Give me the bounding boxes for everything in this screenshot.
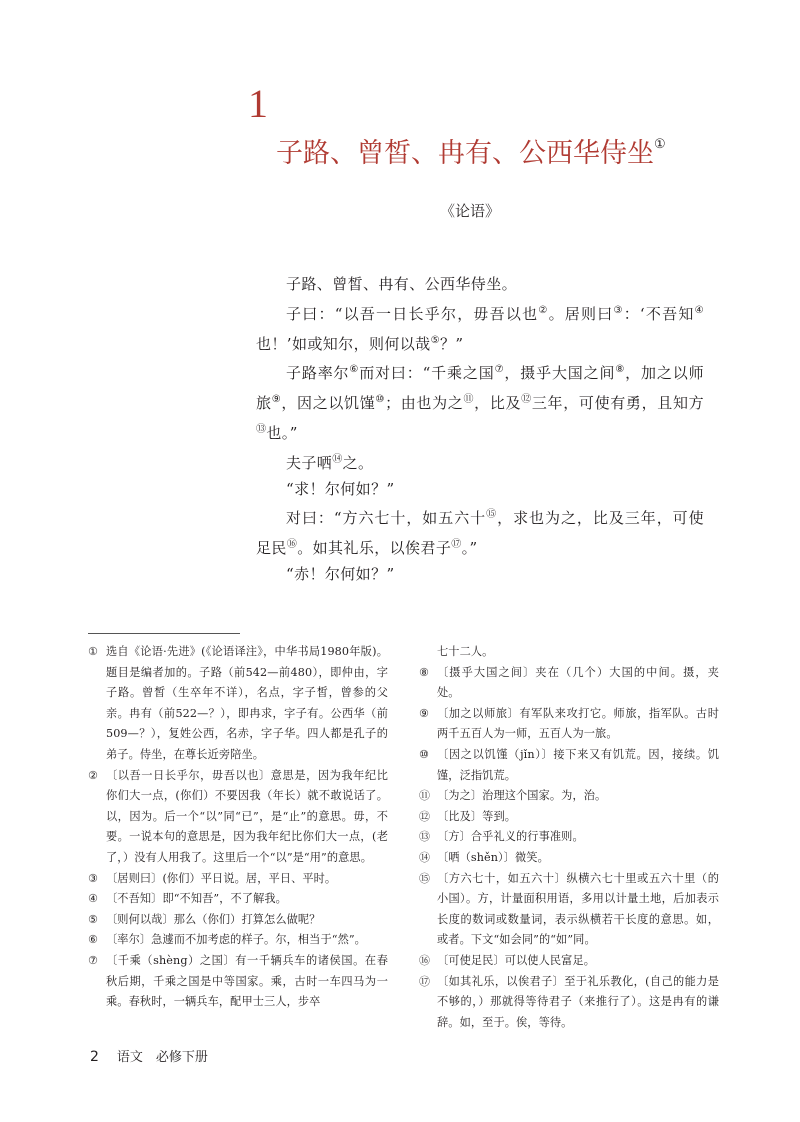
text-paragraph xyxy=(256,477,704,503)
text-segment: ；由也为之 xyxy=(385,394,464,413)
text-segment: 夫子哂 xyxy=(286,453,333,472)
footnote-number: ① xyxy=(88,645,98,658)
footnote-text: 〔加之以师旅〕有军队来攻打它。师旅，指军队。古时两千五百人为一师，五百人为一旅。 xyxy=(437,706,719,741)
footnote-mark: ⑰ xyxy=(451,539,462,551)
text-segment: ，比及 xyxy=(474,394,522,413)
text-segment: 也！’如或知尔，则何以哉 xyxy=(256,334,431,353)
footnote xyxy=(419,848,719,869)
footnote-text: 〔则何以哉〕那么（你们）打算怎么做呢？ xyxy=(106,912,321,926)
text-paragraph xyxy=(256,447,704,477)
text-paragraph xyxy=(256,357,704,446)
footnote xyxy=(419,786,719,807)
footnote-mark: ③ xyxy=(613,304,624,316)
footnote-number: ⑧ xyxy=(419,665,429,679)
footnote-continuation: 七十二人。 xyxy=(437,645,494,658)
footnote-number: ⑬ xyxy=(419,830,431,844)
footnote-number: ⑰ xyxy=(419,974,431,988)
footnote-mark: ② xyxy=(538,304,549,316)
footnote-text: 〔不吾知〕即“不知吾”，不了解我。 xyxy=(106,892,287,906)
footnote-mark: ⑪ xyxy=(463,394,475,406)
footnote-text: 〔哂（shěn）〕微笑。 xyxy=(437,850,549,864)
text-segment: 。居则曰 xyxy=(548,304,614,323)
footnote-number: ⑨ xyxy=(419,706,429,720)
text-segment: ？” xyxy=(439,334,464,353)
footnote-number: ⑯ xyxy=(419,953,431,967)
text-paragraph xyxy=(256,562,704,588)
footnote-number: ② xyxy=(88,768,98,782)
lesson-title-text: 子路、曾皙、冉有、公西华侍坐 xyxy=(276,138,654,169)
footnote-text: 〔因之以饥馑（jǐn）〕接下来又有饥荒。因，接续。饥馑，泛指饥荒。 xyxy=(437,747,719,782)
footnote-text: 〔如其礼乐，以俟君子〕至于礼乐教化，(自己的能力是不够的，）那就得等待君子（来推行了）。这是冉有的谦辞。如，至于。俟，等待。 xyxy=(437,974,719,1029)
footnote xyxy=(88,766,388,869)
footnote xyxy=(419,869,719,951)
footnote-text: 选自《论语·先进》(《论语译注》，中华书局1980年版)。题目是编者加的。子路（前542—前480），即仲由，字子路。曾皙（生卒年不详），名点，字子皙，曾参的父亲。冉有（前522—？），即冉求，字子有。公西华（前509—？），复姓公西，名赤，字子华。四人都是孔子的弟子。侍坐，在尊长近旁陪坐。 xyxy=(106,645,388,761)
text-paragraph xyxy=(256,502,704,562)
footnote-mark: ⑨ xyxy=(271,394,282,406)
footnotes-right-column xyxy=(419,642,719,1033)
footnotes-left-column xyxy=(88,642,388,1013)
text-segment: ：‘不吾知 xyxy=(623,304,695,323)
footnote-mark: ⑥ xyxy=(349,364,360,376)
title-footnote-mark: ① xyxy=(654,137,666,152)
text-segment: 子路率尔 xyxy=(286,364,350,383)
footnote xyxy=(88,910,388,931)
footnote-number: ⑦ xyxy=(88,953,98,967)
footnote xyxy=(88,951,388,1013)
footnote-mark: ⑩ xyxy=(375,394,386,406)
text-segment: 也。” xyxy=(266,423,298,442)
text-segment: 子路、曾皙、冉有、公西华侍坐。 xyxy=(286,275,518,293)
footnote xyxy=(419,704,719,745)
footnote-text: 〔比及〕等到。 xyxy=(437,809,517,823)
lesson-number: 1 xyxy=(248,81,268,126)
footnote xyxy=(88,869,388,890)
text-segment: “求！尔何如？” xyxy=(286,479,395,498)
text-segment: 而对曰：“千乘之国 xyxy=(359,364,495,383)
footnote xyxy=(419,745,719,786)
footnote-number: ⑮ xyxy=(419,871,431,885)
page-footer xyxy=(90,1046,208,1065)
text-segment: 。” xyxy=(461,539,478,558)
footnote-text: 〔千乘（shèng）之国〕有一千辆兵车的诸侯国。在春秋后期，千乘之国是中等国家。乘，古时一车四马为一乘。春秋时，一辆兵车，配甲士三人，步卒 xyxy=(106,953,388,1009)
footnote-mark: ⑦ xyxy=(494,364,505,376)
text-paragraph xyxy=(256,298,704,358)
footnote-number: ⑪ xyxy=(419,789,431,803)
footnote-number: ⑥ xyxy=(88,933,98,947)
footnote xyxy=(419,807,719,828)
footnote xyxy=(88,930,388,951)
footnote-mark: ⑬ xyxy=(256,423,267,435)
text-segment: 三年，可使有勇，且知方 xyxy=(531,394,705,413)
book-title: 语文 必修下册 xyxy=(116,1050,208,1065)
text-segment: 之。 xyxy=(342,453,374,472)
text-segment: “赤！尔何如？” xyxy=(286,564,395,583)
footnote-mark: ⑯ xyxy=(286,539,298,551)
footnote xyxy=(88,642,388,766)
footnote-text: 〔方六七十，如五六十〕纵横六七十里或五六十里（的小国）。方，计量面积用语，多用以计量土地，后加表示长度的数词或数量词，表示纵横若干长度的意思。如，或者。下文“如会同”的“如”同。 xyxy=(437,871,719,947)
footnote-number: ⑭ xyxy=(419,850,431,864)
footnote-number: ③ xyxy=(88,871,98,885)
footnote xyxy=(419,663,719,704)
footnote-mark: ⑤ xyxy=(430,334,440,346)
footnote-mark: ④ xyxy=(694,304,704,316)
text-segment: ，因之以饥馑 xyxy=(281,394,376,413)
footnote-text: 〔为之〕治理这个国家。为，治。 xyxy=(437,789,607,803)
footnote-text: 〔率尔〕急遽而不加考虑的样子。尔，相当于“然”。 xyxy=(106,933,366,947)
lesson-title xyxy=(276,138,666,170)
footnote-number: ⑫ xyxy=(419,809,431,823)
text-segment: ，摄乎大国之间 xyxy=(504,364,616,383)
footnote-number: ⑤ xyxy=(88,912,98,926)
footnote-divider xyxy=(88,633,240,634)
footnote xyxy=(88,889,388,910)
text-segment: 子曰：“以吾一日长乎尔，毋吾以也 xyxy=(286,304,539,323)
text-segment: 。如其礼乐，以俟君子 xyxy=(297,539,452,558)
footnote-mark: ⑮ xyxy=(486,509,498,521)
footnote-mark: ⑧ xyxy=(615,364,626,376)
text-segment: ，加之以师旅 xyxy=(256,364,704,413)
footnote xyxy=(419,972,719,1034)
footnote-text: 〔方〕合乎礼义的行事准则。 xyxy=(437,830,584,844)
footnote-text: 〔居则曰〕(你们）平日说。居，平日、平时。 xyxy=(106,871,337,885)
text-segment: 对曰：“方六七十，如五六十 xyxy=(286,509,487,528)
footnote-mark: ⑭ xyxy=(332,453,343,465)
text-paragraph xyxy=(256,272,704,298)
main-text xyxy=(256,272,704,588)
lesson-source: 《论语》 xyxy=(440,202,501,220)
footnote-text: 〔以吾一日长乎尔，毋吾以也〕意思是，因为我年纪比你们大一点，(你们）不要因我（年长）就不敢说话了。以，因为。后一个“以”同“已”，是“止”的意思。毋，不要。一说本句的意思是，因为我年纪比你们大一点，(老了，）没有人用我了。这里后一个“以”是“用”的意思。 xyxy=(106,768,388,864)
footnote-text: 〔摄乎大国之间〕夹在（几个）大国的中间。摄，夹处。 xyxy=(437,665,719,700)
footnote xyxy=(419,951,719,972)
footnote-number: ⑩ xyxy=(419,747,429,761)
footnote xyxy=(419,827,719,848)
footnote-text: 〔可使足民〕可以使人民富足。 xyxy=(437,953,596,967)
text-segment: ，求也为之，比及三年，可使足民 xyxy=(256,509,705,558)
page-number: 2 xyxy=(90,1049,99,1065)
footnote-number: ④ xyxy=(88,892,98,906)
footnote-mark: ⑫ xyxy=(521,394,532,406)
